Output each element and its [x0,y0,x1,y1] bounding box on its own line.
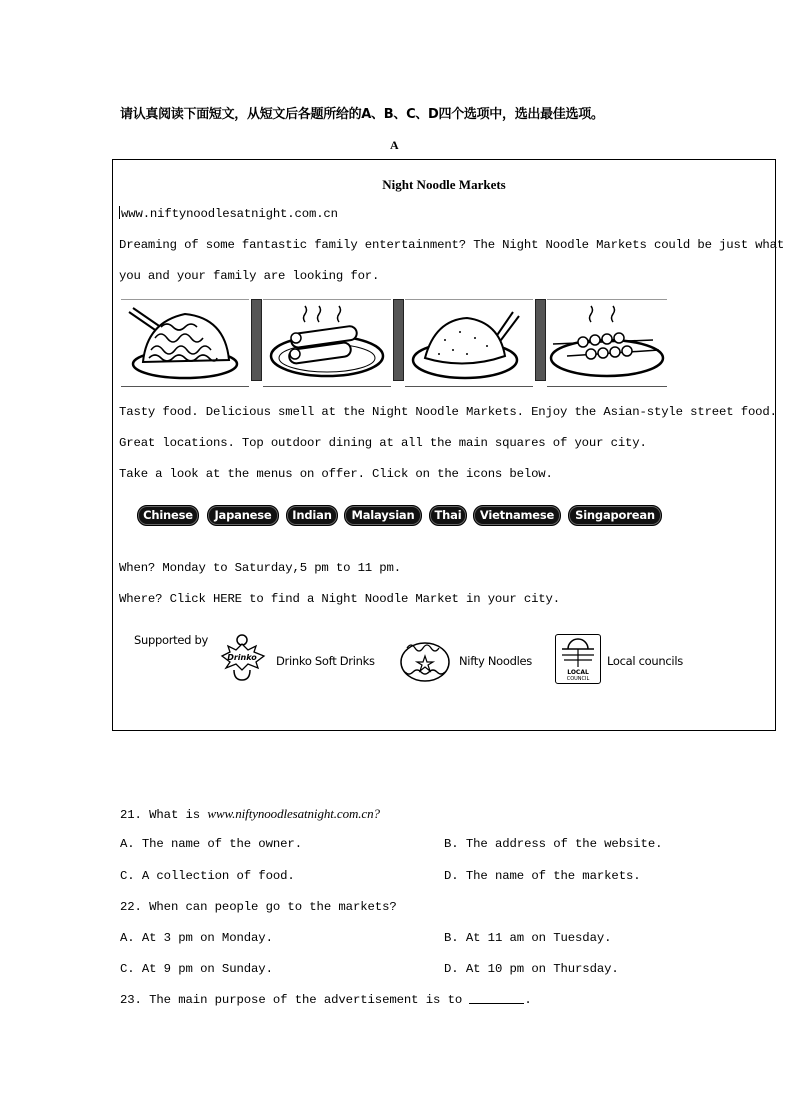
svg-text:LOCAL: LOCAL [567,669,589,676]
option-21-d[interactable]: D. The name of the markets. [444,869,641,883]
question-stem: The main purpose of the advertisement is to [149,993,463,1007]
question-stem-url: www.niftynoodlesatnight.com.cn? [207,806,380,821]
question-23 [120,993,532,1007]
cuisine-button-malaysian[interactable]: Malaysian [344,505,422,526]
ad-intro-line-1: Dreaming of some fantastic family entertainment? The Night Noodle Markets could be just what [119,238,785,252]
skewers-icon [547,299,667,387]
question-number: 23. [120,993,142,1007]
sponsor-local-councils: Local councils [607,654,683,668]
cuisine-button-thai[interactable]: Thai [429,505,467,526]
drinko-logo-icon [218,632,268,682]
local-council-logo-icon [555,634,601,684]
ad-intro-line-2: you and your family are looking for. [119,269,380,283]
option-22-a[interactable]: A. At 3 pm on Monday. [120,931,273,945]
question-stem: When can people go to the markets? [149,900,397,914]
option-21-a[interactable]: A. The name of the owner. [120,837,302,851]
option-22-d[interactable]: D. At 10 pm on Thursday. [444,962,619,976]
question-22 [120,900,397,914]
spring-rolls-icon [263,299,391,387]
svg-text:COUNCIL: COUNCIL [566,676,590,682]
cuisine-button-vietnamese[interactable]: Vietnamese [473,505,561,526]
ad-locations-line: Great locations. Top outdoor dining at all the main squares of your city. [119,436,647,450]
instruction-heading: 请认真阅读下面短文，从短文后各题所给的A、B、C、D四个选项中，选出最佳选项。 [120,107,604,122]
question-stem: What is [149,808,201,822]
cuisine-button-singaporean[interactable]: Singaporean [568,505,662,526]
ad-when-line: When? Monday to Saturday,5 pm to 11 pm. [119,561,401,575]
noodles-icon [121,299,249,387]
ad-tasty-line: Tasty food. Delicious smell at the Night Noodle Markets. Enjoy the Asian-style street food. [119,405,777,419]
cuisine-button-chinese[interactable]: Chinese [137,505,199,526]
ad-menus-line: Take a look at the menus on offer. Click on the icons below. [119,467,553,481]
food-image-strip [121,299,666,387]
option-21-b[interactable]: B. The address of the website. [444,837,663,851]
ad-title: Night Noodle Markets [382,177,506,192]
svg-text:Drinko: Drinko [227,653,257,662]
option-22-c[interactable]: C. At 9 pm on Sunday. [120,962,273,976]
image-divider [535,299,546,381]
question-21 [120,806,380,822]
cuisine-button-indian[interactable]: Indian [286,505,338,526]
ad-url[interactable] [119,206,338,221]
section-label: A [390,138,399,152]
advertisement-box [112,159,785,731]
question-number: 22. [120,900,142,914]
rice-icon [405,299,533,387]
cuisine-button-japanese[interactable]: Japanese [207,505,279,526]
ad-url-text: www.niftynoodlesatnight.com.cn [121,207,338,221]
nifty-noodles-logo-icon [395,634,453,684]
option-22-b[interactable]: B. At 11 am on Tuesday. [444,931,612,945]
supported-by-label: Supported by [134,633,208,647]
text-cursor [119,206,120,219]
option-21-c[interactable]: C. A collection of food. [120,869,295,883]
answer-blank[interactable] [469,1003,524,1004]
image-divider [393,299,404,381]
question-stem-end: . [524,993,532,1007]
ad-where-line[interactable]: Where? Click HERE to find a Night Noodle Market in your city. [119,592,560,606]
sponsor-nifty-noodles: Nifty Noodles [459,654,532,668]
image-divider [251,299,262,381]
question-number: 21. [120,808,142,822]
sponsor-drinko: Drinko Soft Drinks [276,654,375,668]
